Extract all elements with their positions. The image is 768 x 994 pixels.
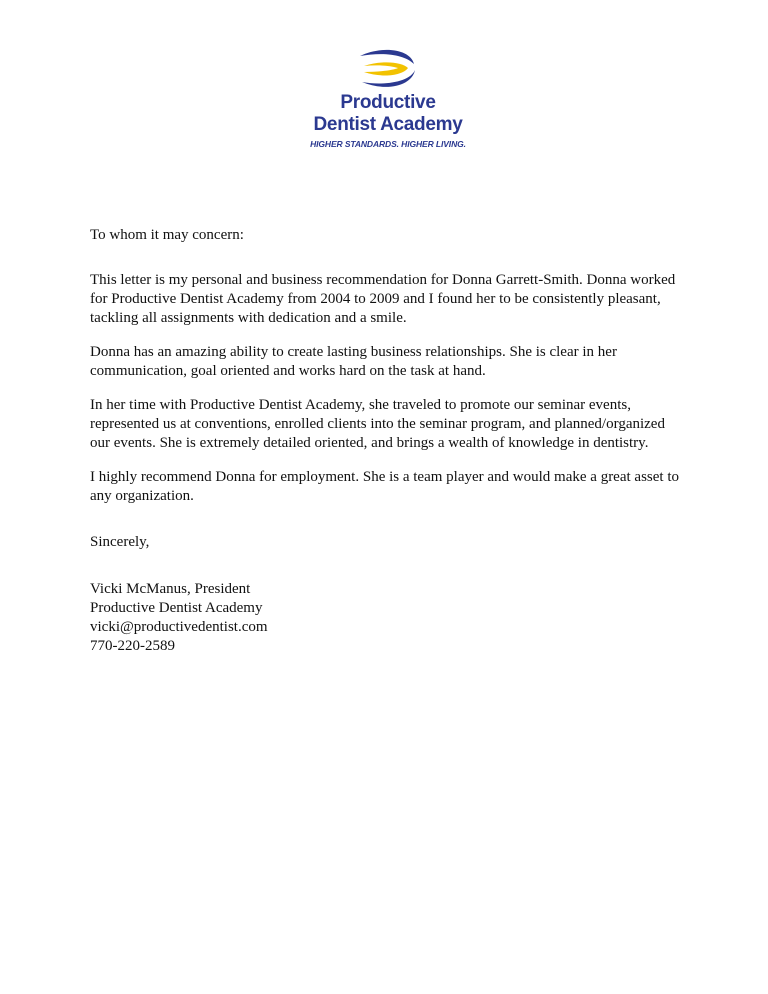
letter-paragraph-2: Donna has an amazing ability to create lasting business relationships. She is clear in her communication, goal oriented and works hard on the task at hand. (90, 344, 617, 379)
signature-block (90, 580, 680, 656)
letter-greeting: To whom it may concern: (90, 227, 244, 243)
signature-email: vicki@productivedentist.com (90, 619, 268, 635)
letter-paragraph-4: I highly recommend Donna for employment. She is a team player and would make a great asset to any organization. (90, 469, 679, 504)
signature-phone: 770-220-2589 (90, 638, 175, 654)
letter-paragraph-1: This letter is my personal and business recommendation for Donna Garrett-Smith. Donna worked for Productive Dentist Academy from 2004 to 2009 and I found her to be consistently pleasant, tackling all assignments with dedication and a smile. (90, 272, 676, 326)
logo-tagline: HIGHER STANDARDS. HIGHER LIVING. (310, 139, 466, 149)
letter-body (90, 226, 680, 656)
letter-closing: Sincerely, (90, 534, 150, 550)
logo-name-line2: Dentist Academy (313, 114, 463, 135)
signature-name-title: Vicki McManus, President (90, 581, 251, 597)
company-logo (300, 48, 476, 158)
swoosh-logo-icon (358, 48, 418, 90)
signature-organization: Productive Dentist Academy (90, 600, 263, 616)
logo-name-line1: Productive (340, 92, 436, 113)
letter-paragraph-3: In her time with Productive Dentist Academy, she traveled to promote our seminar events, represented us at conventions, enrolled clients into the seminar program, and planned/organized our events. She is extremely detailed oriented, and brings a wealth of knowledge in dentistry. (90, 397, 665, 451)
